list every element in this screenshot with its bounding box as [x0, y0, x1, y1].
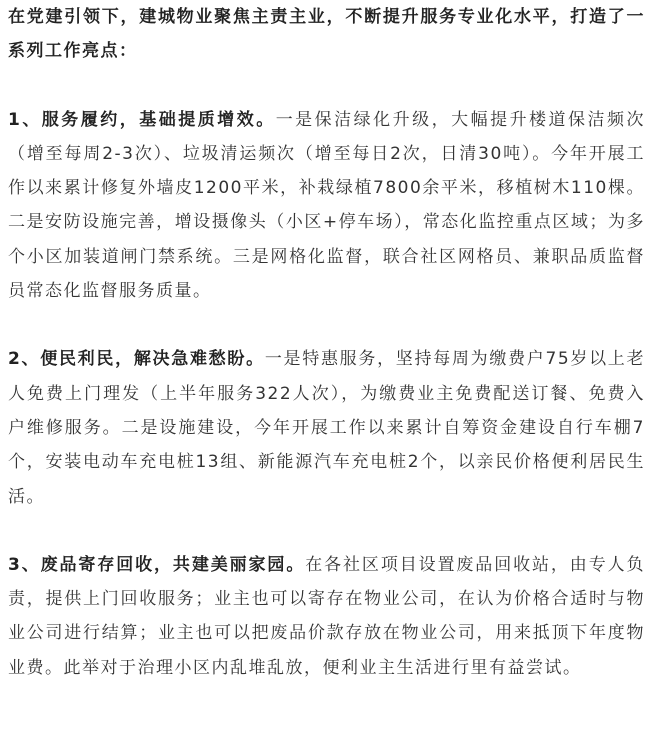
section-heading-1: 1、服务履约，基础提质增效。: [8, 109, 276, 130]
section-paragraph-1: [8, 103, 645, 309]
paragraph-spacer: [8, 69, 645, 103]
section-body-1: 一是保洁绿化升级，大幅提升楼道保洁频次（增至每周2-3次）、垃圾清运频次（增至每日2次，日清30吨）。今年开展工作以来累计修复外墙皮1200平米，补栽绿植7800余平米，移植树木110棵。二是安防设施完善，增设摄像头（小区+停车场），常态化监控重点区域；为多个小区加装道闸门禁系统。三是网格化监督，联合社区网格员、兼职品质监督员常态化监督服务质量。: [8, 109, 646, 302]
intro-paragraph: 在党建引领下，建城物业聚焦主责主业，不断提升服务专业化水平，打造了一系列工作亮点：: [8, 7, 645, 62]
paragraph-spacer: [8, 514, 645, 548]
section-body-3: 在各社区项目设置废品回收站，由专人负责，提供上门回收服务；业主也可以寄存在物业公司，在认为价格合适时与物业公司进行结算；业主也可以把废品价款存放在物业公司，用来抵顶下年度物业费。此举对于治理小区内乱堆乱放，便利业主生活进行里有益尝试。: [8, 554, 646, 678]
section-paragraph-3: [8, 548, 645, 685]
section-paragraph-2: [8, 342, 645, 513]
section-heading-2: 2、便民利民，解决急难愁盼。: [8, 349, 265, 370]
section-heading-3: 3、废品寄存回收，共建美丽家园。: [8, 554, 306, 575]
section-body-2: 一是特惠服务，坚持每周为缴费户75岁以上老人免费上门理发（上半年服务322人次），为缴费业主免费配送订餐、免费入户维修服务。二是设施建设，今年开展工作以来累计自筹资金建设自行车棚7个，安装电动车充电桩13组、新能源汽车充电桩2个，以亲民价格便利居民生活。: [8, 349, 645, 507]
paragraph-spacer: [8, 308, 645, 342]
